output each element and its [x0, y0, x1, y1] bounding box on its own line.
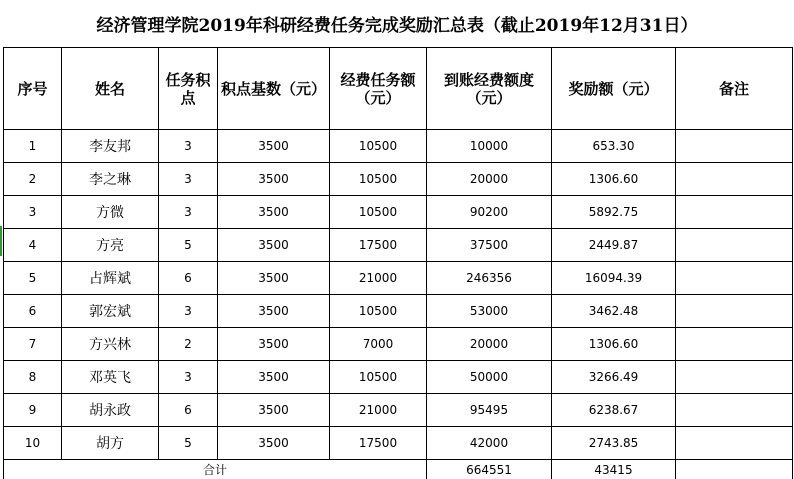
total-row: [4, 460, 793, 479]
cell-base[interactable]: 3500: [218, 394, 330, 427]
header-reward[interactable]: 奖励额（元）: [552, 48, 676, 130]
header-remark[interactable]: 备注: [676, 48, 793, 130]
cell-reward[interactable]: 1306.60: [552, 163, 676, 196]
cell-received[interactable]: 95495: [427, 394, 552, 427]
cell-reward[interactable]: 5892.75: [552, 196, 676, 229]
cell-points[interactable]: 5: [159, 427, 218, 460]
header-received[interactable]: 到账经费额度（元）: [427, 48, 552, 130]
cell-seq[interactable]: 8: [4, 361, 62, 394]
cell-name[interactable]: 郭宏斌: [62, 295, 159, 328]
header-task-points[interactable]: 任务积点: [159, 48, 218, 130]
cell-remark[interactable]: [676, 262, 793, 295]
cell-points[interactable]: 6: [159, 394, 218, 427]
cell-base[interactable]: 3500: [218, 361, 330, 394]
cell-remark[interactable]: [676, 130, 793, 163]
cell-received[interactable]: 20000: [427, 163, 552, 196]
cell-reward[interactable]: 6238.67: [552, 394, 676, 427]
cell-seq[interactable]: 6: [4, 295, 62, 328]
sheet-title: 经济管理学院2019年科研经费任务完成奖励汇总表（截止2019年12月31日）: [96, 16, 698, 36]
cell-task[interactable]: 10500: [330, 295, 427, 328]
cell-received[interactable]: 50000: [427, 361, 552, 394]
cell-received[interactable]: 20000: [427, 328, 552, 361]
cell-seq[interactable]: 2: [4, 163, 62, 196]
cell-remark[interactable]: [676, 361, 793, 394]
cell-points[interactable]: 5: [159, 229, 218, 262]
table-row: [4, 427, 793, 460]
cell-received[interactable]: 42000: [427, 427, 552, 460]
cell-task[interactable]: 10500: [330, 361, 427, 394]
cell-name[interactable]: 李友邦: [62, 130, 159, 163]
table-row: [4, 394, 793, 427]
cell-base[interactable]: 3500: [218, 427, 330, 460]
table-row: [4, 361, 793, 394]
cell-base[interactable]: 3500: [218, 262, 330, 295]
cell-name[interactable]: 胡永政: [62, 394, 159, 427]
cell-base[interactable]: 3500: [218, 130, 330, 163]
cell-name[interactable]: 李之琳: [62, 163, 159, 196]
table-row: [4, 295, 793, 328]
total-received[interactable]: 664551: [427, 460, 552, 479]
cell-base[interactable]: 3500: [218, 163, 330, 196]
cell-reward[interactable]: 653.30: [552, 130, 676, 163]
cell-remark[interactable]: [676, 196, 793, 229]
cell-base[interactable]: 3500: [218, 229, 330, 262]
cell-remark[interactable]: [676, 427, 793, 460]
cell-remark[interactable]: [676, 229, 793, 262]
cell-base[interactable]: 3500: [218, 295, 330, 328]
cell-points[interactable]: 3: [159, 130, 218, 163]
reward-summary-table: [3, 47, 793, 479]
cell-received[interactable]: 53000: [427, 295, 552, 328]
cell-received[interactable]: 37500: [427, 229, 552, 262]
cell-received[interactable]: 90200: [427, 196, 552, 229]
cell-task[interactable]: 17500: [330, 229, 427, 262]
cell-base[interactable]: 3500: [218, 328, 330, 361]
cell-received[interactable]: 246356: [427, 262, 552, 295]
cell-reward[interactable]: 2449.87: [552, 229, 676, 262]
cell-reward[interactable]: 1306.60: [552, 328, 676, 361]
cell-seq[interactable]: 1: [4, 130, 62, 163]
header-row: [4, 48, 793, 130]
header-name[interactable]: 姓名: [62, 48, 159, 130]
cell-reward[interactable]: 16094.39: [552, 262, 676, 295]
header-point-base[interactable]: 积点基数（元）: [218, 48, 330, 130]
cell-task[interactable]: 17500: [330, 427, 427, 460]
total-remark[interactable]: [676, 460, 793, 479]
table-row: [4, 328, 793, 361]
cell-name[interactable]: 胡方: [62, 427, 159, 460]
header-seq[interactable]: 序号: [4, 48, 62, 130]
table-row: [4, 196, 793, 229]
cell-remark[interactable]: [676, 295, 793, 328]
cell-points[interactable]: 6: [159, 262, 218, 295]
cell-seq[interactable]: 7: [4, 328, 62, 361]
cell-name[interactable]: 方微: [62, 196, 159, 229]
cell-points[interactable]: 2: [159, 328, 218, 361]
cell-points[interactable]: 3: [159, 361, 218, 394]
cell-task[interactable]: 10500: [330, 196, 427, 229]
table-row: [4, 163, 793, 196]
total-label[interactable]: 合计: [4, 460, 427, 479]
cell-points[interactable]: 3: [159, 295, 218, 328]
cell-seq[interactable]: 3: [4, 196, 62, 229]
cell-task[interactable]: 21000: [330, 394, 427, 427]
table-body: [4, 130, 793, 460]
cell-task[interactable]: 10500: [330, 163, 427, 196]
row-selection-marker: [0, 226, 2, 256]
total-reward[interactable]: 43415: [552, 460, 676, 479]
cell-name[interactable]: 方兴林: [62, 328, 159, 361]
cell-task[interactable]: 7000: [330, 328, 427, 361]
cell-reward[interactable]: 3266.49: [552, 361, 676, 394]
header-task-amount[interactable]: 经费任务额（元）: [330, 48, 427, 130]
cell-task[interactable]: 21000: [330, 262, 427, 295]
table-row: [4, 262, 793, 295]
cell-name[interactable]: 占辉斌: [62, 262, 159, 295]
cell-name[interactable]: 邓英飞: [62, 361, 159, 394]
cell-remark[interactable]: [676, 328, 793, 361]
cell-points[interactable]: 3: [159, 163, 218, 196]
cell-seq[interactable]: 10: [4, 427, 62, 460]
cell-received[interactable]: 10000: [427, 130, 552, 163]
cell-base[interactable]: 3500: [218, 196, 330, 229]
cell-points[interactable]: 3: [159, 196, 218, 229]
table-row: [4, 229, 793, 262]
cell-remark[interactable]: [676, 163, 793, 196]
cell-reward[interactable]: 2743.85: [552, 427, 676, 460]
table-row: [4, 130, 793, 163]
cell-reward[interactable]: 3462.48: [552, 295, 676, 328]
cell-seq[interactable]: 5: [4, 262, 62, 295]
cell-task[interactable]: 10500: [330, 130, 427, 163]
cell-seq[interactable]: 4: [4, 229, 62, 262]
cell-name[interactable]: 方亮: [62, 229, 159, 262]
cell-remark[interactable]: [676, 394, 793, 427]
cell-seq[interactable]: 9: [4, 394, 62, 427]
